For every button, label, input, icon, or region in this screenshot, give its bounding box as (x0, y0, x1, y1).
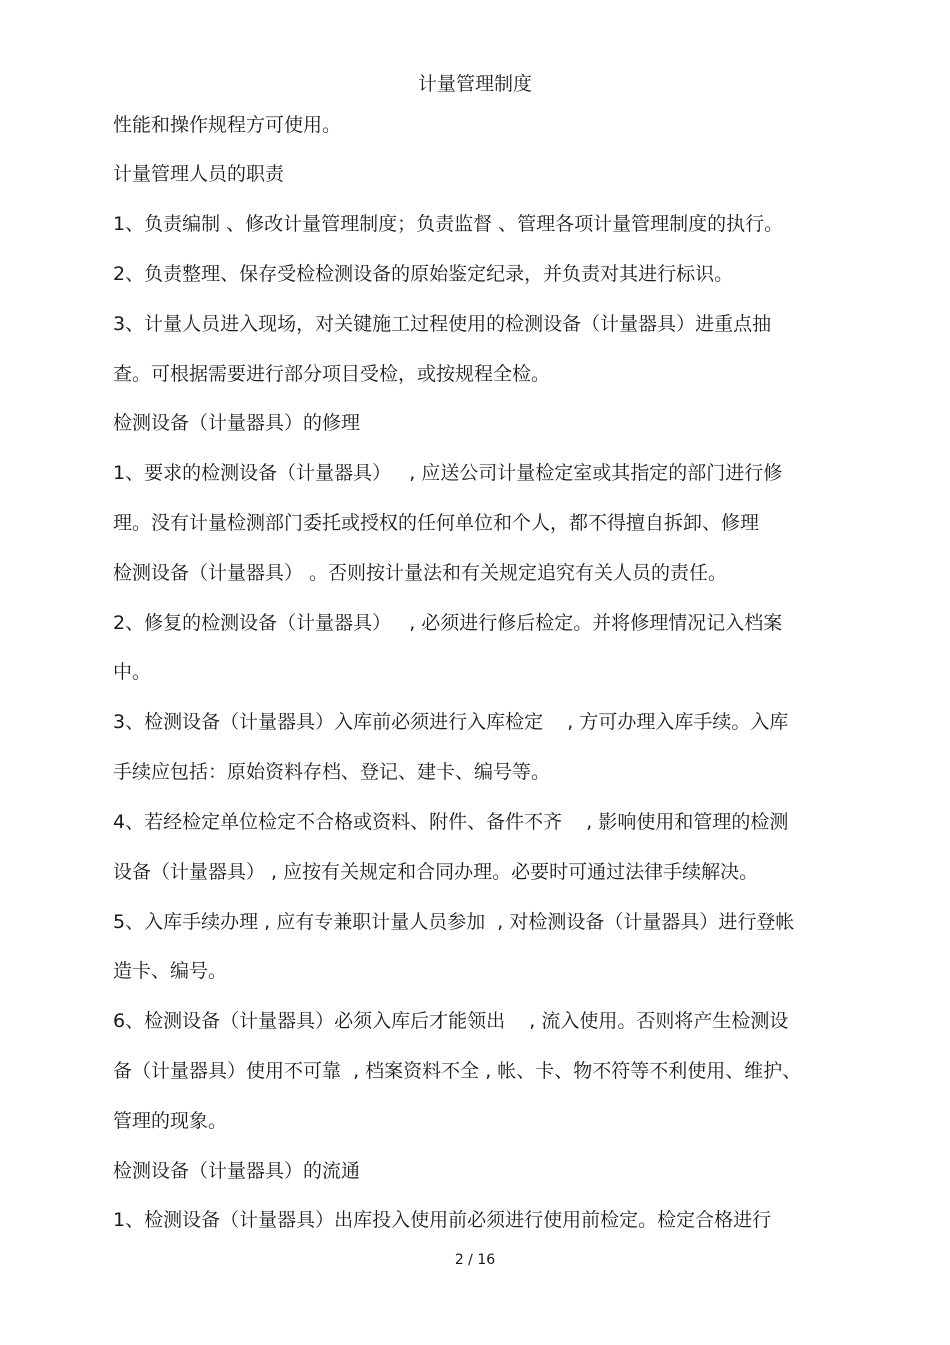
text-line: 管理的现象。 (113, 1110, 228, 1132)
section-heading: 计量管理人员的职责 (113, 163, 285, 185)
text-line: 5、入库手续办理 , 应有专兼职计量人员参加 , 对检测设备（计量器具）进行登帐 (113, 911, 795, 933)
text-line: 检测设备（计量器具） 。否则按计量法和有关规定追究有关人员的责任。 (113, 562, 728, 584)
text-line: 性能和操作规程方可使用。 (113, 114, 342, 136)
text-line: 4、若经检定单位检定不合格或资料、附件、备件不齐 , 影响使用和管理的检测 (113, 811, 789, 833)
section-heading: 检测设备（计量器具）的流通 (113, 1160, 361, 1182)
text-line: 备（计量器具）使用不可靠 , 档案资料不全 , 帐、卡、物不符等不利使用、维护、 (113, 1060, 802, 1082)
text-line: 1、负责编制 、修改计量管理制度；负责监督 、管理各项计量管理制度的执行。 (113, 213, 784, 235)
page-number: 2 / 16 (454, 1252, 496, 1268)
text-line: 中。 (113, 661, 152, 683)
text-line: 1、要求的检测设备（计量器具） , 应送公司计量检定室或其指定的部门进行修 (113, 462, 783, 484)
page-header-title: 计量管理制度 (417, 73, 532, 95)
text-line: 手续应包括：原始资料存档、登记、建卡、编号等。 (113, 761, 551, 783)
text-line: 设备（计量器具） , 应按有关规定和合同办理。必要时可通过法律手续解决。 (113, 861, 759, 883)
text-line: 6、检测设备（计量器具）必须入库后才能领出 , 流入使用。否则将产生检测设 (113, 1010, 789, 1032)
text-line: 3、计量人员进入现场，对关键施工过程使用的检测设备（计量器具）进重点抽 (113, 313, 772, 335)
text-line: 造卡、编号。 (113, 960, 228, 982)
text-line: 1、检测设备（计量器具）出库投入使用前必须进行使用前检定。检定合格进行 (113, 1209, 772, 1231)
text-line: 3、检测设备（计量器具）入库前必须进行入库检定 , 方可办理入库手续。入库 (113, 711, 789, 733)
text-line: 查。可根据需要进行部分项目受检，或按规程全检。 (113, 363, 551, 385)
text-line: 理。没有计量检测部门委托或授权的任何单位和个人，都不得擅自拆卸、修理 (113, 512, 760, 534)
text-line: 2、修复的检测设备（计量器具） , 必须进行修后检定。并将修理情况记入档案 (113, 612, 783, 634)
section-heading: 检测设备（计量器具）的修理 (113, 412, 361, 434)
text-line: 2、负责整理、保存受检检测设备的原始鉴定纪录，并负责对其进行标识。 (113, 263, 734, 285)
